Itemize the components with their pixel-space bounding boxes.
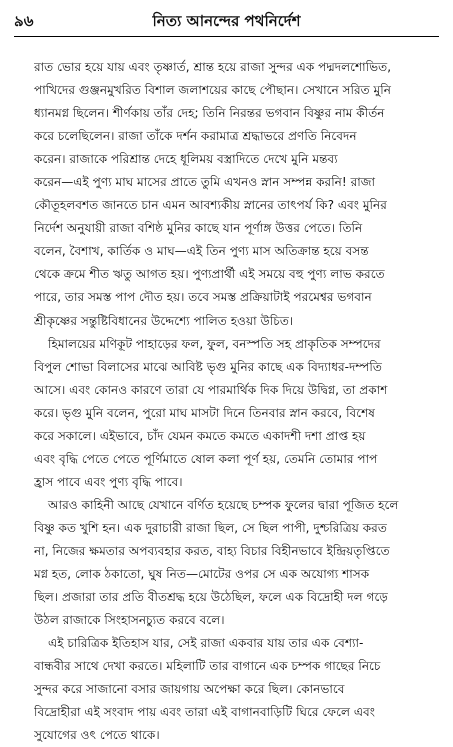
- text-line: ছিল। প্রজারা তার প্রতি বীতশ্রদ্ধ হয়ে উঠেছিল, ফলে এক বিদ্রোহী দল গড়ে: [34, 590, 388, 605]
- text-line: সুন্দর করে সাজানো বসার জায়গায় অপেক্ষা করে ছিল। কোনভাবে: [34, 682, 345, 697]
- text-line: পাখিদের গুঞ্জনমুখরিত বিশাল জলাশয়ের কাছে পৌছান। সেখানে সরিত মুনি: [34, 83, 391, 98]
- text-line: করেন। রাজাকে পরিশ্রান্ত দেহে ধূলিময় বস্ত্রাদিতে দেখে মুনি মন্তব্য: [34, 152, 338, 167]
- text-line: করেন—এই পুণ্য মাঘ মাসের প্রাতে তুমি এখনও স্নান সম্পন্ন করনি! রাজা: [34, 175, 376, 190]
- text-line: হ্রাস পাবে এবং পুণ্য বৃদ্ধি পাবে।: [34, 474, 183, 489]
- text-line: না, নিজের ক্ষমতার অপব্যবহার করত, বাহ্য বিচার বিহীনভাবে ইন্দ্রিয়তৃপ্তিতে: [34, 543, 390, 558]
- text-line: পারে, তার সমস্ত পাপ দৌত হয়। তবে সমস্ত প্রক্রিয়াটাই পরমেশ্বর ভগবান: [34, 290, 372, 305]
- text-line: রাত ভোর হয়ে যায় এবং তৃষ্ণার্ত, শ্রান্ত হয়ে রাজা সুন্দর এক পদ্মদলশোভিত,: [34, 60, 392, 74]
- text-line: করে চলেছিলেন। রাজা তাঁকে দর্শন করামাত্র শ্রদ্ধাভরে প্রণতি নিবেদন: [34, 129, 357, 144]
- text-line: হিমালয়ের মণিকূট পাহাড়ের ফল, ফুল, বনস্পতি সহ প্রাকৃতিক সম্পদের: [48, 336, 381, 351]
- text-line: আরও কাহিনী আছে যেখানে বর্ণিত হয়েছে চম্পক ফুলের দ্বারা পূজিত হলে: [48, 497, 399, 512]
- text-line: সুযোগের ওৎ পেতে থাকে।: [34, 728, 160, 743]
- text-line: বিদ্রোহীরা এই সংবাদ পায় এবং তারা এই বাগানবাড়িটি ঘিরে ফেলে এবং: [34, 705, 375, 720]
- text-line: থেকে ক্রমে শীত ঋতু আগত হয়। পুণ্যপ্রার্থী এই সময়ে বহু পুণ্য লাভ করতে: [34, 267, 385, 282]
- page-header: [14, 6, 439, 36]
- text-line: করে। ভৃগু মুনি বলেন, পুরো মাঘ মাসটা দিনে তিনবার স্নান করবে, বিশেষ: [34, 405, 375, 420]
- text-line: উঠল রাজাকে সিংহাসনচ্যুত করবে বলে।: [34, 613, 225, 628]
- text-line: এবং বৃদ্ধি পেতে পেতে পূর্ণিমাতে ষোল কলা পূর্ণ হয়, তেমনি তোমার পাপ: [34, 451, 378, 466]
- text-line: বিষ্ণু কত খুশি হন। এক দুরাচারী রাজা ছিল, সে ছিল পাপী, দুশ্চরিত্রিয় করত: [34, 520, 387, 535]
- text-line: শ্রীকৃষ্ণের সন্তুষ্টিবিধানের উদ্দেশ্যে পালিত হওয়া উচিত।: [34, 313, 294, 328]
- text-line: এই চারিত্রিক ইতিহাস যার, সেই রাজা একবার যায় তার এক বেশ্যা-: [48, 636, 364, 651]
- running-title: নিত্য আনন্দের পথনির্দেশ: [152, 12, 301, 30]
- text-line: আসে। এবং কোনও কারণে তারা যে পারমার্থিক দিক দিয়ে উদ্বিগ্ন, তা প্রকাশ: [34, 382, 388, 397]
- header-rule: [14, 36, 439, 37]
- text-line: বিপুল শোভা বিলাসের মাঝে আবিষ্ট ভৃগু মুনির কাছে এক বিদ্যাধর-দম্পতি: [34, 359, 382, 374]
- text-line: নির্দেশ অনুযায়ী রাজা বশিষ্ঠ মুনির কাছে যান পূর্ণাঙ্গ উত্তর পেতে। তিনি: [34, 221, 363, 236]
- text-line: বান্ধবীর সাথে দেখা করতে। মহিলাটি তার বাগানে এক চম্পক গাছের নিচে: [34, 659, 381, 674]
- text-line: কৌতূহলবশত জানতে চান এমন আবশ্যকীয় স্নানের তাৎপর্য কি? এবং মুনির: [34, 198, 387, 213]
- page-number: ৯৬: [14, 12, 34, 30]
- body-text: [34, 56, 427, 747]
- text-line: বলেন, বৈশাখ, কার্তিক ও মাঘ—এই তিন পুণ্য মাস অতিক্রান্ত হয়ে বসন্ত: [34, 244, 369, 259]
- text-line: ধ্যানমগ্ন ছিলেন। শীর্ণকায় তাঁর দেহ; তিনি নিরন্তর ভগবান বিষ্ণুর নাম কীর্তন: [34, 106, 385, 121]
- text-line: করে সকালে। এইভাবে, চাঁদ যেমন কমতে কমতে একাদশী দশা প্রাপ্ত হয়: [34, 428, 366, 443]
- text-line: মগ্ন হত, লোক ঠকাতো, ঘুষ নিত—মোটের ওপর সে এক অযোগ্য শাসক: [34, 567, 370, 582]
